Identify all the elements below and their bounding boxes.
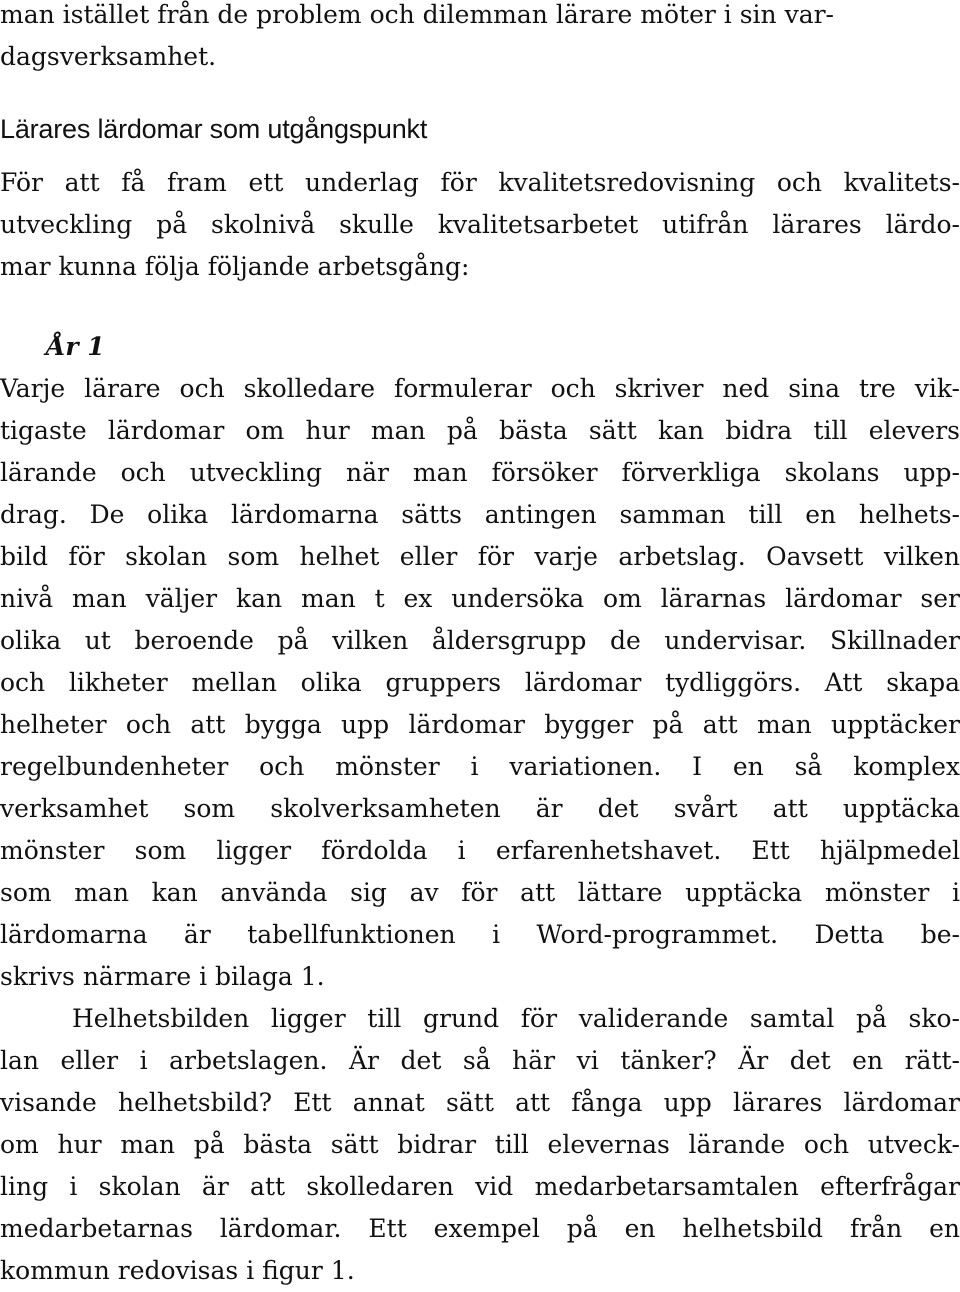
year-subheading: År 1 [46, 332, 105, 361]
para1-line-3: mar kunna följa följande arbetsgång: [0, 252, 470, 281]
para1-line-1: För att få fram ett underlag för kvalitetsredovisning och kvalitets- [0, 168, 960, 197]
para2-line-15: skrivs närmare i bilaga 1. [0, 962, 325, 991]
para2-line-1: Varje lärare och skolledare formulerar och skriver ned sina tre vik- [0, 374, 960, 403]
para3-line-2: lan eller i arbetslagen. Är det så här vi tänker? Är det en rätt- [0, 1046, 960, 1075]
para3-line-5: ling i skolan är att skolledaren vid medarbetarsamtalen efterfrågar [0, 1172, 960, 1201]
para2-line-14: lärdomarna är tabellfunktionen i Word-programmet. Detta be- [0, 920, 960, 949]
intro-line-1: man istället från de problem och dilemman lärare möter i sin var- [0, 0, 835, 29]
para2-line-9: helheter och att bygga upp lärdomar bygger på att man upptäcker [0, 710, 960, 739]
para2-line-7: olika ut beroende på vilken åldersgrupp de undervisar. Skillnader [0, 626, 960, 655]
para3-line-1: Helhetsbilden ligger till grund för validerande samtal på sko- [72, 1004, 960, 1033]
para2-line-5: bild för skolan som helhet eller för varje arbetslag. Oavsett vilken [0, 542, 960, 571]
para2-line-3: lärande och utveckling när man försöker förverkliga skolans upp- [0, 458, 960, 487]
section-heading: Lärares lärdomar som utgångspunkt [0, 114, 428, 144]
para2-line-10: regelbundenheter och mönster i variationen. I en så komplex [0, 752, 960, 781]
para2-line-4: drag. De olika lärdomarna sätts antingen samman till en helhets- [0, 500, 960, 529]
para3-line-3: visande helhetsbild? Ett annat sätt att fånga upp lärares lärdomar [0, 1088, 960, 1117]
para2-line-8: och likheter mellan olika gruppers lärdomar tydliggörs. Att skapa [0, 668, 960, 697]
para2-line-2: tigaste lärdomar om hur man på bästa sätt kan bidra till elevers [0, 416, 960, 445]
para3-line-6: medarbetarnas lärdomar. Ett exempel på en helhetsbild från en [0, 1214, 960, 1243]
para2-line-13: som man kan använda sig av för att lättare upptäcka mönster i [0, 878, 960, 907]
para1-line-2: utveckling på skolnivå skulle kvalitetsarbetet utifrån lärares lärdo- [0, 210, 960, 239]
para3-line-7: kommun redovisas i figur 1. [0, 1256, 355, 1285]
para3-line-4: om hur man på bästa sätt bidrar till elevernas lärande och utveck- [0, 1130, 960, 1159]
para2-line-6: nivå man väljer kan man t ex undersöka om lärarnas lärdomar ser [0, 584, 960, 613]
para2-line-12: mönster som ligger fördolda i erfarenhetshavet. Ett hjälpmedel [0, 836, 960, 865]
intro-line-2: dagsverksamhet. [0, 42, 217, 71]
para2-line-11: verksamhet som skolverksamheten är det svårt att upptäcka [0, 794, 960, 823]
